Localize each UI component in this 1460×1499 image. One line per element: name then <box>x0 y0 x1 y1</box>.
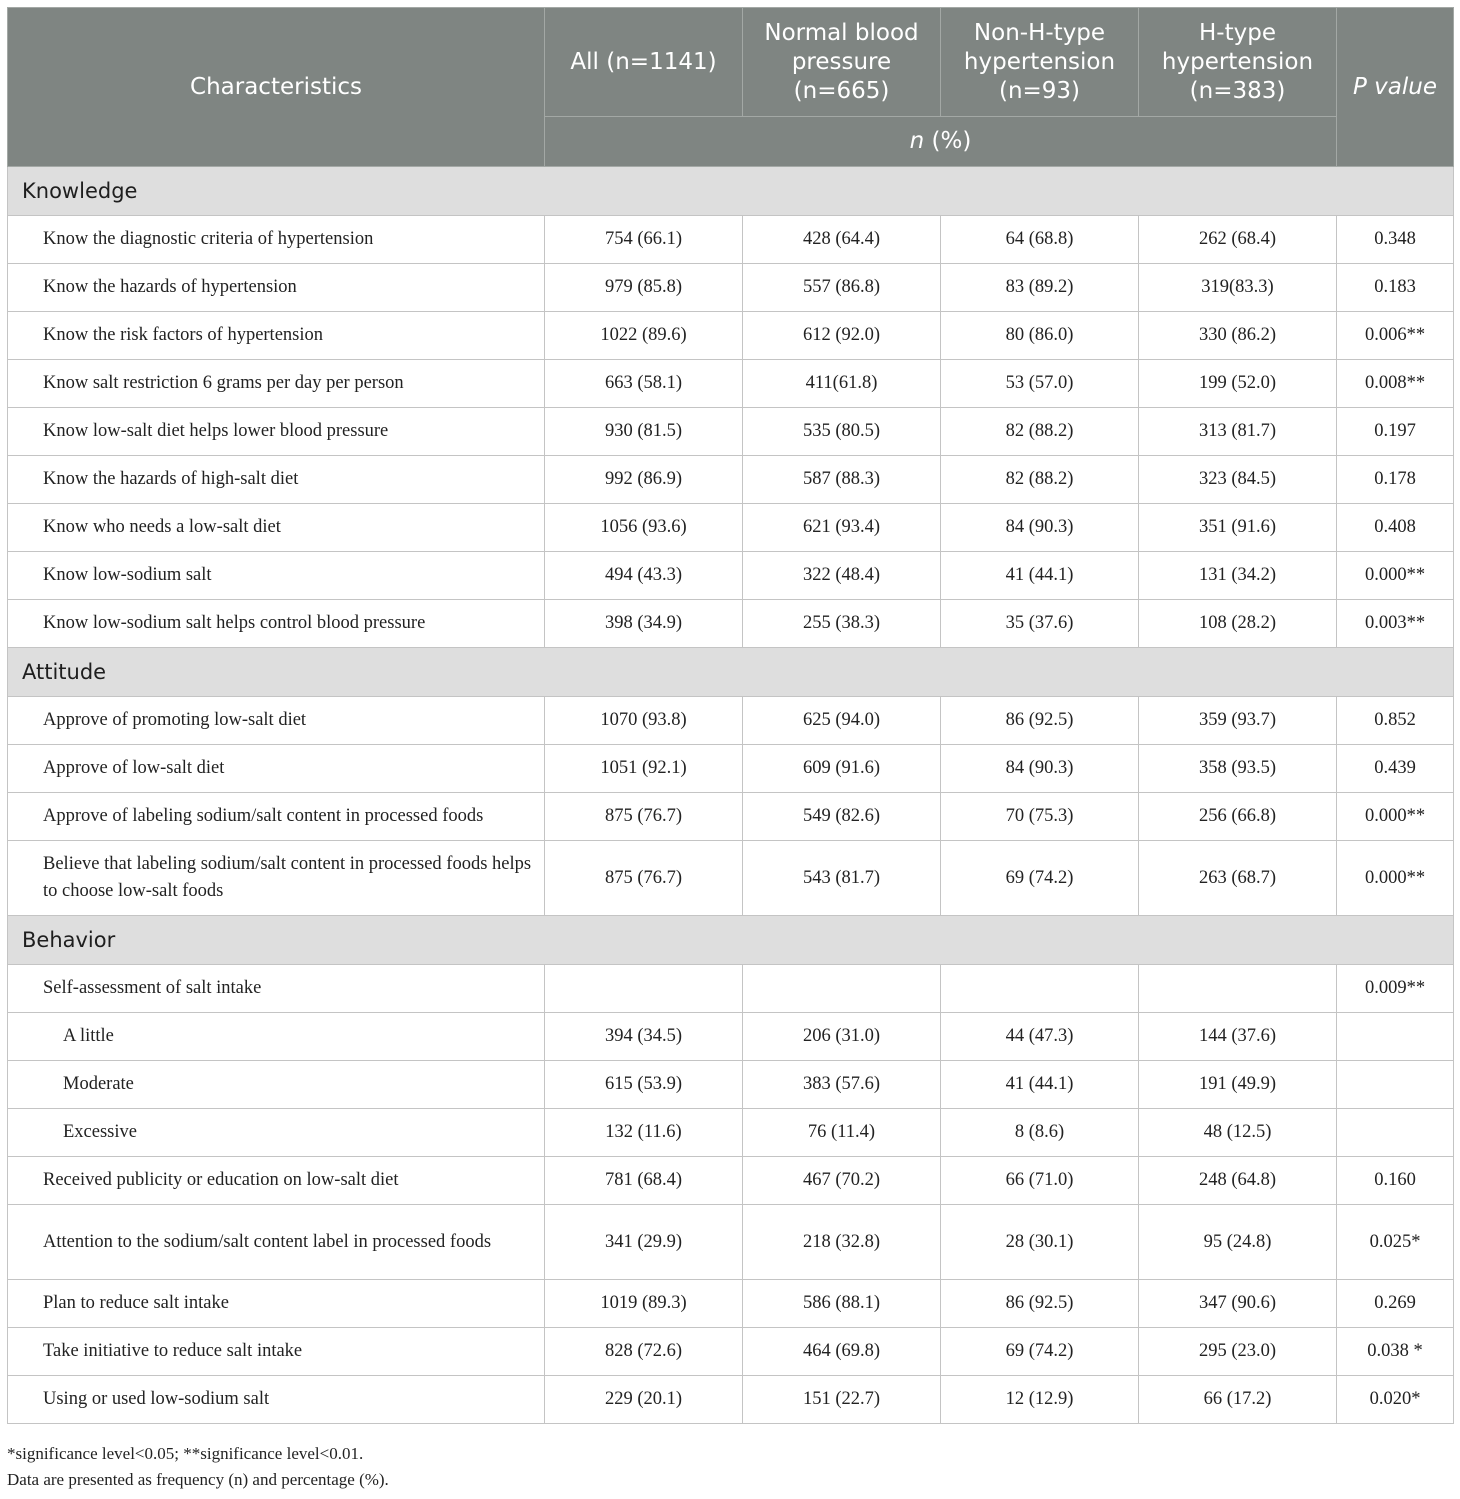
cell-normal-bp: 535 (80.5) <box>743 408 941 456</box>
header-p-value: P value <box>1337 8 1454 167</box>
cell-all: 875 (76.7) <box>545 793 743 841</box>
footnote-significance: *significance level<0.05; **significance level<0.01. <box>7 1444 364 1463</box>
cell-normal-bp: 587 (88.3) <box>743 456 941 504</box>
cell-non-h-type: 12 (12.9) <box>941 1376 1139 1424</box>
cell-p-value: 0.000** <box>1337 552 1454 600</box>
table-row <box>8 1013 1454 1061</box>
cell-normal-bp: 255 (38.3) <box>743 600 941 648</box>
results-table-container <box>7 7 1453 1424</box>
cell-h-type: 351 (91.6) <box>1139 504 1337 552</box>
cell-all: 1022 (89.6) <box>545 312 743 360</box>
cell-non-h-type: 53 (57.0) <box>941 360 1139 408</box>
cell-non-h-type: 83 (89.2) <box>941 264 1139 312</box>
cell-non-h-type: 28 (30.1) <box>941 1205 1139 1280</box>
cell-h-type: 330 (86.2) <box>1139 312 1337 360</box>
section-title: Attitude <box>8 648 1454 697</box>
cell-h-type: 108 (28.2) <box>1139 600 1337 648</box>
cell-h-type: 95 (24.8) <box>1139 1205 1337 1280</box>
cell-p-value: 0.000** <box>1337 841 1454 916</box>
cell-non-h-type: 80 (86.0) <box>941 312 1139 360</box>
cell-normal-bp: 586 (88.1) <box>743 1280 941 1328</box>
table-header <box>8 8 1454 167</box>
header-all: All (n=1141) <box>545 8 743 117</box>
cell-p-value: 0.178 <box>1337 456 1454 504</box>
cell-normal-bp: 218 (32.8) <box>743 1205 941 1280</box>
cell-non-h-type: 41 (44.1) <box>941 552 1139 600</box>
table-row <box>8 1157 1454 1205</box>
table-row <box>8 600 1454 648</box>
header-n-percent <box>545 117 1337 167</box>
table-row <box>8 965 1454 1013</box>
cell-non-h-type: 64 (68.8) <box>941 216 1139 264</box>
cell-normal-bp: 464 (69.8) <box>743 1328 941 1376</box>
row-label: Moderate <box>8 1061 545 1109</box>
cell-normal-bp: 467 (70.2) <box>743 1157 941 1205</box>
cell-p-value: 0.038 * <box>1337 1328 1454 1376</box>
cell-all: 398 (34.9) <box>545 600 743 648</box>
row-label: Self-assessment of salt intake <box>8 965 545 1013</box>
cell-p-value: 0.269 <box>1337 1280 1454 1328</box>
cell-h-type: 131 (34.2) <box>1139 552 1337 600</box>
cell-h-type: 144 (37.6) <box>1139 1013 1337 1061</box>
cell-normal-bp: 151 (22.7) <box>743 1376 941 1424</box>
cell-all: 754 (66.1) <box>545 216 743 264</box>
cell-non-h-type: 86 (92.5) <box>941 1280 1139 1328</box>
cell-p-value <box>1337 1109 1454 1157</box>
table-row <box>8 552 1454 600</box>
cell-h-type: 358 (93.5) <box>1139 745 1337 793</box>
cell-h-type: 248 (64.8) <box>1139 1157 1337 1205</box>
section-row-knowledge <box>8 167 1454 216</box>
cell-p-value: 0.008** <box>1337 360 1454 408</box>
cell-all <box>545 965 743 1013</box>
cell-non-h-type: 41 (44.1) <box>941 1061 1139 1109</box>
table-row <box>8 1376 1454 1424</box>
cell-all: 1051 (92.1) <box>545 745 743 793</box>
row-label: Excessive <box>8 1109 545 1157</box>
row-label: Know low-sodium salt helps control blood pressure <box>8 600 545 648</box>
row-label: Know the diagnostic criteria of hypertension <box>8 216 545 264</box>
row-label: Attention to the sodium/salt content label in processed foods <box>8 1205 545 1280</box>
cell-normal-bp: 206 (31.0) <box>743 1013 941 1061</box>
section-title: Knowledge <box>8 167 1454 216</box>
row-label: Know who needs a low-salt diet <box>8 504 545 552</box>
cell-all: 229 (20.1) <box>545 1376 743 1424</box>
table-row <box>8 1280 1454 1328</box>
cell-p-value: 0.020* <box>1337 1376 1454 1424</box>
row-label: Approve of promoting low-salt diet <box>8 697 545 745</box>
table-row <box>8 504 1454 552</box>
cell-normal-bp: 621 (93.4) <box>743 504 941 552</box>
section-title: Behavior <box>8 916 1454 965</box>
table-body <box>8 167 1454 1424</box>
cell-p-value: 0.439 <box>1337 745 1454 793</box>
cell-non-h-type: 44 (47.3) <box>941 1013 1139 1061</box>
cell-non-h-type: 82 (88.2) <box>941 408 1139 456</box>
cell-p-value: 0.003** <box>1337 600 1454 648</box>
cell-h-type: 256 (66.8) <box>1139 793 1337 841</box>
cell-h-type: 263 (68.7) <box>1139 841 1337 916</box>
table-row <box>8 312 1454 360</box>
cell-p-value <box>1337 1013 1454 1061</box>
table-row <box>8 745 1454 793</box>
row-label: Know the hazards of hypertension <box>8 264 545 312</box>
row-label: A little <box>8 1013 545 1061</box>
cell-p-value: 0.183 <box>1337 264 1454 312</box>
cell-non-h-type <box>941 965 1139 1013</box>
cell-non-h-type: 84 (90.3) <box>941 745 1139 793</box>
cell-p-value <box>1337 1061 1454 1109</box>
row-label: Using or used low-sodium salt <box>8 1376 545 1424</box>
header-h-type: H-type hypertension (n=383) <box>1139 8 1337 117</box>
header-non-h-type: Non-H-type hypertension (n=93) <box>941 8 1139 117</box>
cell-all: 1070 (93.8) <box>545 697 743 745</box>
table-footnotes <box>7 1441 1447 1493</box>
row-label: Know the risk factors of hypertension <box>8 312 545 360</box>
cell-normal-bp: 411(61.8) <box>743 360 941 408</box>
percent-label: (%) <box>924 128 972 154</box>
table-row <box>8 456 1454 504</box>
cell-p-value: 0.408 <box>1337 504 1454 552</box>
row-label: Know salt restriction 6 grams per day per person <box>8 360 545 408</box>
cell-normal-bp: 625 (94.0) <box>743 697 941 745</box>
cell-h-type: 262 (68.4) <box>1139 216 1337 264</box>
row-label: Know low-salt diet helps lower blood pressure <box>8 408 545 456</box>
cell-normal-bp: 428 (64.4) <box>743 216 941 264</box>
header-characteristics: Characteristics <box>8 8 545 167</box>
cell-normal-bp: 557 (86.8) <box>743 264 941 312</box>
row-label: Take initiative to reduce salt intake <box>8 1328 545 1376</box>
header-row <box>8 8 1454 117</box>
cell-p-value: 0.006** <box>1337 312 1454 360</box>
cell-all: 828 (72.6) <box>545 1328 743 1376</box>
table-row <box>8 264 1454 312</box>
footnote-data-note: Data are presented as frequency (n) and percentage (%). <box>7 1470 389 1489</box>
table-row <box>8 216 1454 264</box>
table-row <box>8 841 1454 916</box>
cell-non-h-type: 66 (71.0) <box>941 1157 1139 1205</box>
cell-non-h-type: 82 (88.2) <box>941 456 1139 504</box>
cell-p-value: 0.348 <box>1337 216 1454 264</box>
table-row <box>8 1328 1454 1376</box>
cell-all: 1019 (89.3) <box>545 1280 743 1328</box>
cell-non-h-type: 8 (8.6) <box>941 1109 1139 1157</box>
cell-normal-bp: 612 (92.0) <box>743 312 941 360</box>
cell-normal-bp: 549 (82.6) <box>743 793 941 841</box>
table-row <box>8 793 1454 841</box>
cell-all: 394 (34.5) <box>545 1013 743 1061</box>
cell-h-type: 313 (81.7) <box>1139 408 1337 456</box>
cell-normal-bp: 609 (91.6) <box>743 745 941 793</box>
cell-non-h-type: 69 (74.2) <box>941 1328 1139 1376</box>
table-row <box>8 1109 1454 1157</box>
cell-normal-bp: 383 (57.6) <box>743 1061 941 1109</box>
cell-non-h-type: 86 (92.5) <box>941 697 1139 745</box>
section-row-attitude <box>8 648 1454 697</box>
cell-non-h-type: 70 (75.3) <box>941 793 1139 841</box>
cell-p-value: 0.852 <box>1337 697 1454 745</box>
table-row <box>8 408 1454 456</box>
cell-all: 781 (68.4) <box>545 1157 743 1205</box>
cell-all: 992 (86.9) <box>545 456 743 504</box>
cell-all: 615 (53.9) <box>545 1061 743 1109</box>
cell-p-value: 0.009** <box>1337 965 1454 1013</box>
row-label: Approve of labeling sodium/salt content in processed foods <box>8 793 545 841</box>
cell-all: 1056 (93.6) <box>545 504 743 552</box>
cell-all: 979 (85.8) <box>545 264 743 312</box>
table-row <box>8 360 1454 408</box>
cell-h-type: 191 (49.9) <box>1139 1061 1337 1109</box>
cell-all: 875 (76.7) <box>545 841 743 916</box>
table-row <box>8 1061 1454 1109</box>
cell-non-h-type: 84 (90.3) <box>941 504 1139 552</box>
cell-h-type: 347 (90.6) <box>1139 1280 1337 1328</box>
row-label: Plan to reduce salt intake <box>8 1280 545 1328</box>
cell-h-type: 66 (17.2) <box>1139 1376 1337 1424</box>
cell-normal-bp: 543 (81.7) <box>743 841 941 916</box>
cell-non-h-type: 35 (37.6) <box>941 600 1139 648</box>
cell-all: 341 (29.9) <box>545 1205 743 1280</box>
cell-h-type: 295 (23.0) <box>1139 1328 1337 1376</box>
row-label: Received publicity or education on low-salt diet <box>8 1157 545 1205</box>
cell-normal-bp: 322 (48.4) <box>743 552 941 600</box>
header-normal-bp: Normal blood pressure (n=665) <box>743 8 941 117</box>
cell-h-type: 48 (12.5) <box>1139 1109 1337 1157</box>
row-label: Believe that labeling sodium/salt content in processed foods helps to choose low-salt foods <box>8 841 545 916</box>
cell-all: 132 (11.6) <box>545 1109 743 1157</box>
cell-all: 663 (58.1) <box>545 360 743 408</box>
row-label: Know low-sodium salt <box>8 552 545 600</box>
section-row-behavior <box>8 916 1454 965</box>
n-label: n <box>909 128 925 154</box>
cell-h-type <box>1139 965 1337 1013</box>
cell-p-value: 0.197 <box>1337 408 1454 456</box>
cell-non-h-type: 69 (74.2) <box>941 841 1139 916</box>
table-row <box>8 1205 1454 1280</box>
cell-normal-bp: 76 (11.4) <box>743 1109 941 1157</box>
cell-p-value: 0.000** <box>1337 793 1454 841</box>
cell-p-value: 0.160 <box>1337 1157 1454 1205</box>
cell-all: 930 (81.5) <box>545 408 743 456</box>
cell-all: 494 (43.3) <box>545 552 743 600</box>
cell-h-type: 319(83.3) <box>1139 264 1337 312</box>
results-table <box>7 7 1454 1424</box>
row-label: Know the hazards of high-salt diet <box>8 456 545 504</box>
cell-h-type: 359 (93.7) <box>1139 697 1337 745</box>
cell-normal-bp <box>743 965 941 1013</box>
table-row <box>8 697 1454 745</box>
cell-p-value: 0.025* <box>1337 1205 1454 1280</box>
cell-h-type: 323 (84.5) <box>1139 456 1337 504</box>
row-label: Approve of low-salt diet <box>8 745 545 793</box>
cell-h-type: 199 (52.0) <box>1139 360 1337 408</box>
